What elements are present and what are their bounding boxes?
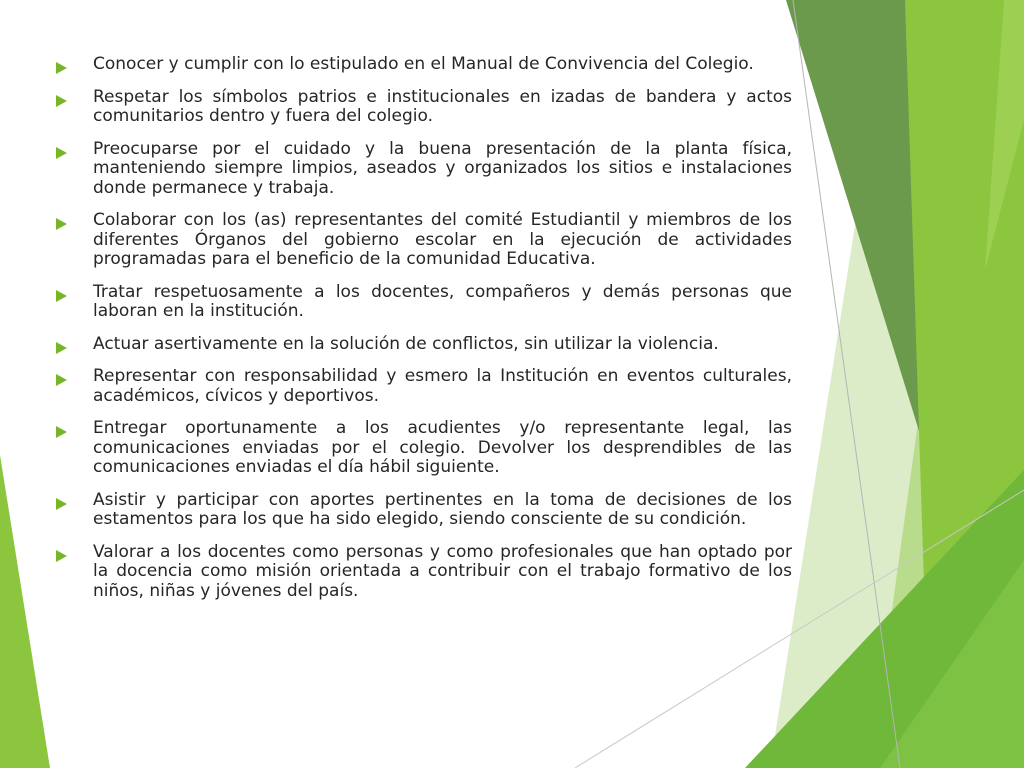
triangle-bullet-icon: [56, 426, 67, 438]
list-item: [52, 335, 792, 355]
list-item: [52, 543, 792, 602]
list-item: [52, 283, 792, 322]
triangle-bullet-icon: [56, 218, 67, 230]
bullet-text: Conocer y cumplir con lo estipulado en el Manual de Convivencia del Colegio.: [93, 54, 754, 74]
triangle-bullet-icon: [56, 290, 67, 302]
list-item: [52, 88, 792, 127]
bullet-text: Tratar respetuosamente a los docentes, compañeros y demás personas que laboran en la institución.: [93, 281, 792, 321]
bullet-text: Colaborar con los (as) representantes del comité Estudiantil y miembros de los diferentes Órganos del gobierno escolar en la ejecución de actividades programadas para el beneficio de la comunidad Educativa.: [93, 210, 792, 269]
bullet-text: Representar con responsabilidad y esmero la Institución en eventos culturales, académicos, cívicos y deportivos.: [93, 366, 792, 406]
bullet-list: [52, 55, 792, 614]
bullet-text: Respetar los símbolos patrios e institucionales en izadas de bandera y actos comunitarios dentro y fuera del colegio.: [93, 86, 792, 126]
list-item: [52, 367, 792, 406]
bullet-text: Valorar a los docentes como personas y como profesionales que han optado por la docencia como misión orientada a contribuir con el trabajo formativo de los niños, niñas y jóvenes del país.: [93, 541, 792, 601]
list-item: [52, 211, 792, 270]
bullet-text: Entregar oportunamente a los acudientes y/o representante legal, las comunicaciones enviadas por el colegio. Devolver los desprendibles de las comunicaciones enviadas el día hábil siguiente.: [93, 418, 792, 477]
list-item: [52, 419, 792, 478]
left-green-sliver: [0, 455, 50, 768]
triangle-bullet-icon: [56, 550, 67, 562]
list-item: [52, 491, 792, 530]
triangle-bullet-icon: [56, 95, 67, 107]
triangle-bullet-icon: [56, 342, 67, 354]
bullet-text: Actuar asertivamente en la solución de conflictos, sin utilizar la violencia.: [93, 333, 719, 354]
list-item: [52, 55, 792, 75]
list-item: [52, 140, 792, 199]
bullet-text: Asistir y participar con aportes pertinentes en la toma de decisiones de los estamentos para los que ha sido elegido, siendo consciente de su condición.: [93, 489, 792, 529]
bullet-text: Preocuparse por el cuidado y la buena presentación de la planta física, manteniendo siempre limpios, aseados y organizados los sitios e instalaciones donde permanece y trabaja.: [93, 138, 792, 198]
triangle-bullet-icon: [56, 147, 67, 159]
triangle-bullet-icon: [56, 498, 67, 510]
triangle-bullet-icon: [56, 62, 67, 74]
triangle-bullet-icon: [56, 374, 67, 386]
